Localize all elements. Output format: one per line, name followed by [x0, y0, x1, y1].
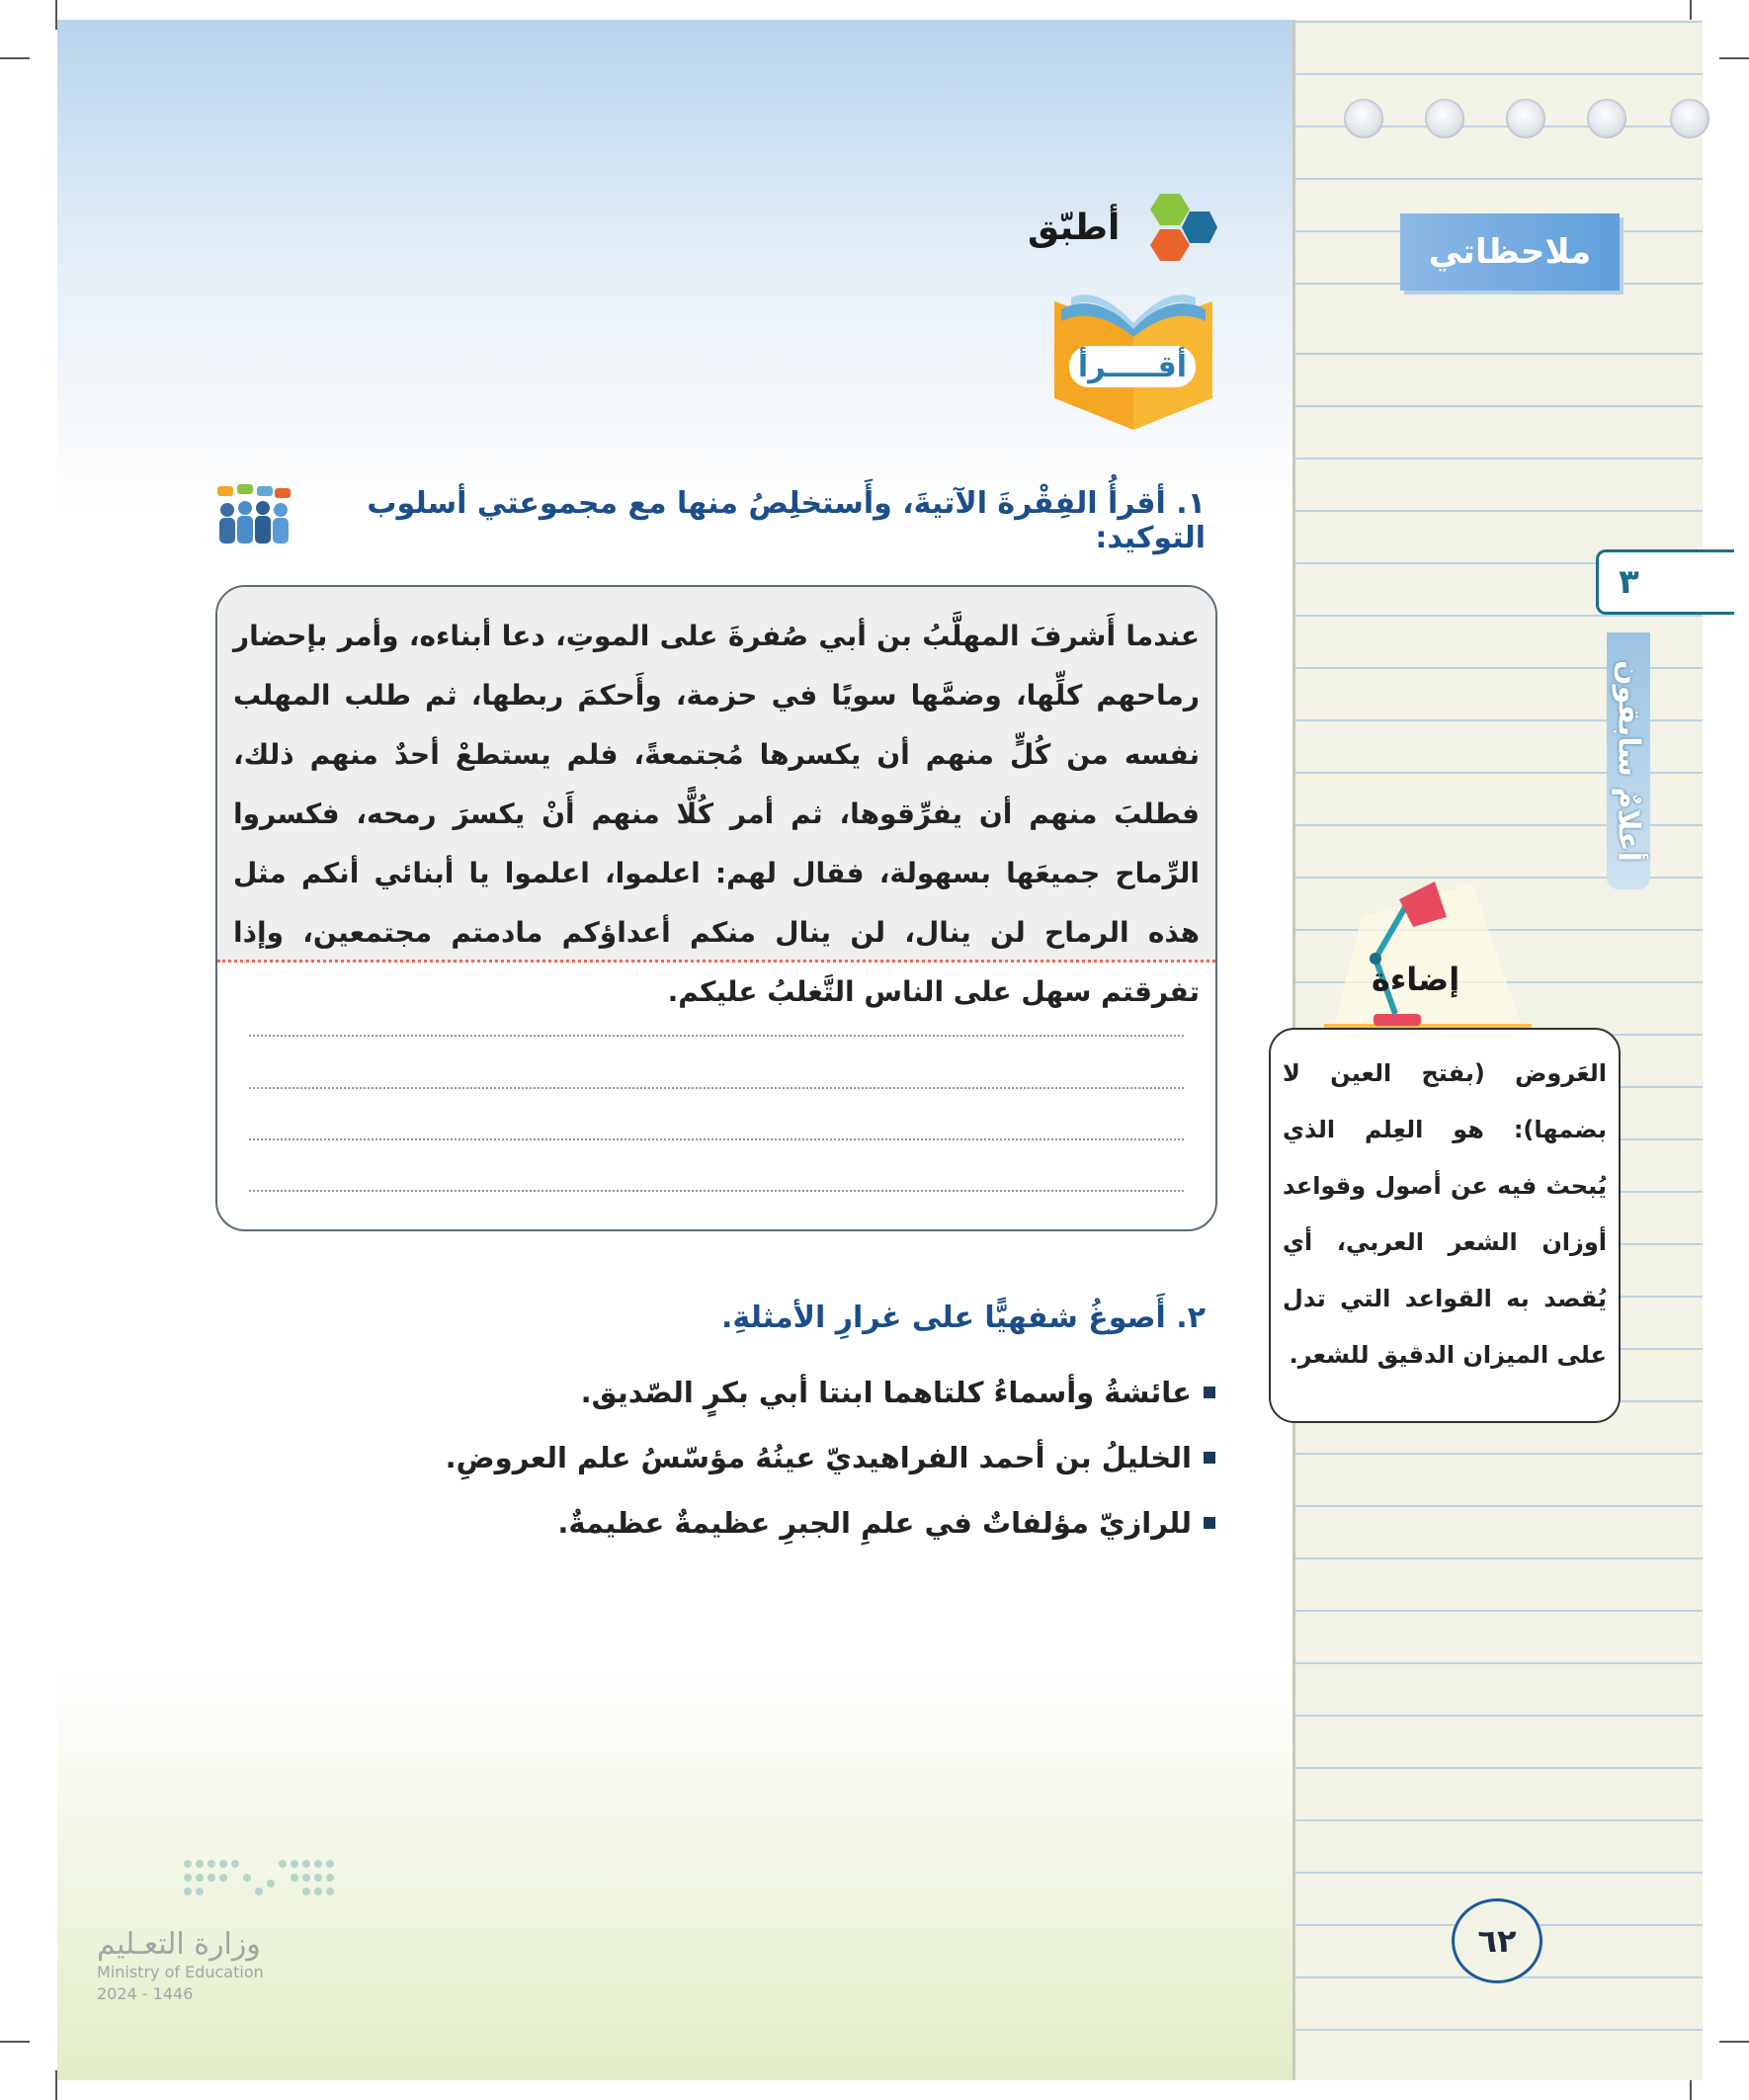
- hexagons-icon: [1126, 190, 1217, 269]
- ministry-name-english: Ministry of Education: [97, 1963, 264, 1981]
- binder-hole-icon: [1425, 99, 1464, 138]
- question-2: ٢. أَصوغُ شفهيًّا على غرارِ الأمثلةِ.: [721, 1301, 1206, 1335]
- list-item-text: الخليلُ بن أحمد الفراهيديّ عينُهُ مؤسّسُ علم العروضِ.: [445, 1441, 1192, 1474]
- apply-title: أطبّق: [1028, 208, 1121, 248]
- crop-mark: [1719, 2041, 1749, 2043]
- question-1: ١. أقرأُ الفِقْرةَ الآتيةَ، وأَستخلِصُ منها مع مجموعتي أسلوب التوكيد:: [367, 486, 1206, 555]
- binder-hole-icon: [1344, 99, 1383, 138]
- crop-mark: [0, 57, 30, 59]
- highlight-label: إضاءة: [1372, 961, 1460, 998]
- read-label: أقـــــرأ: [1069, 346, 1196, 387]
- list-item: [581, 1376, 1215, 1409]
- answer-line[interactable]: [249, 1138, 1184, 1140]
- passage-text: عندما أَشرفَ المهلَّبُ بن أبي صُفرةَ على الموتِ، دعا أبناءه، وأمر بإحضار رماحهم كلِّها، وضمَّها سويًا في حزمة، وأَحكمَ ربطها، ثم طلب المهلب نفسه من كُلٍّ منهم أن يكسرها مُجتمعةً، فلم يستطعْ أحدٌ منهم ذلك، فطلبَ منهم أن يفرِّقوها، ثم أمر كُلًّا منهم أَنْ يكسرَ رمحه، فكسروا الرِّماح جميعَها بسهولة، فقال لهم: اعلموا، اعلموا يا أبنائي أنكم مثل هذه الرماح لن ينال، لن ينال منكم أعداؤكم مادمتم مجتمعين، وإذا تفرقتم سهل على الناس التَّغلبُ عليكم.: [217, 587, 1215, 963]
- passage-box: [215, 585, 1217, 1231]
- unit-title: أعلامٌ سابقون: [1607, 632, 1650, 889]
- crop-mark: [55, 2070, 57, 2100]
- list-item: [557, 1506, 1215, 1540]
- ministry-dots-icon: [180, 1854, 437, 1913]
- notes-title: ملاحظاتي: [1400, 213, 1620, 291]
- desk-lamp-icon: [1324, 878, 1532, 1038]
- bullet-square-icon: [1204, 1452, 1215, 1464]
- answer-line[interactable]: [249, 1190, 1184, 1192]
- list-item-text: للرازيّ مؤلفاتٌ في علمِ الجبرِ عظيمةٌ عظيمةٌ.: [557, 1506, 1192, 1540]
- list-item: [446, 1441, 1215, 1474]
- group-work-icon: [213, 484, 292, 546]
- bullet-square-icon: [1204, 1517, 1215, 1529]
- page-number: ٦٢: [1452, 1898, 1542, 1983]
- ministry-logo: [97, 1854, 294, 2003]
- answer-line[interactable]: [249, 1035, 1184, 1037]
- highlight-box: العَروض (بفتح العين لا بضمها): هو العِلم الذي يُبحث فيه عن أصول وقواعد أوزان الشعر العربي، أي يُقصد به القواعد التي تدل على الميزان الدقيق للشعر.: [1269, 1028, 1621, 1423]
- binder-hole-icon: [1587, 99, 1626, 138]
- ministry-year: 2024 - 1446: [97, 1984, 194, 2003]
- crop-mark: [0, 2041, 30, 2043]
- unit-number: ٣: [1596, 549, 1734, 615]
- bullet-square-icon: [1204, 1386, 1215, 1398]
- ministry-name-arabic: وزارة التعـليم: [97, 1927, 261, 1962]
- binder-hole-icon: [1506, 99, 1545, 138]
- list-item-text: عائشةُ وأسماءُ كلتاهما ابنتا أبي بكرٍ الصّديق.: [580, 1376, 1192, 1409]
- crop-mark: [55, 0, 57, 30]
- binder-hole-icon: [1670, 99, 1709, 138]
- answer-line[interactable]: [249, 1087, 1184, 1089]
- crop-mark: [1719, 57, 1749, 59]
